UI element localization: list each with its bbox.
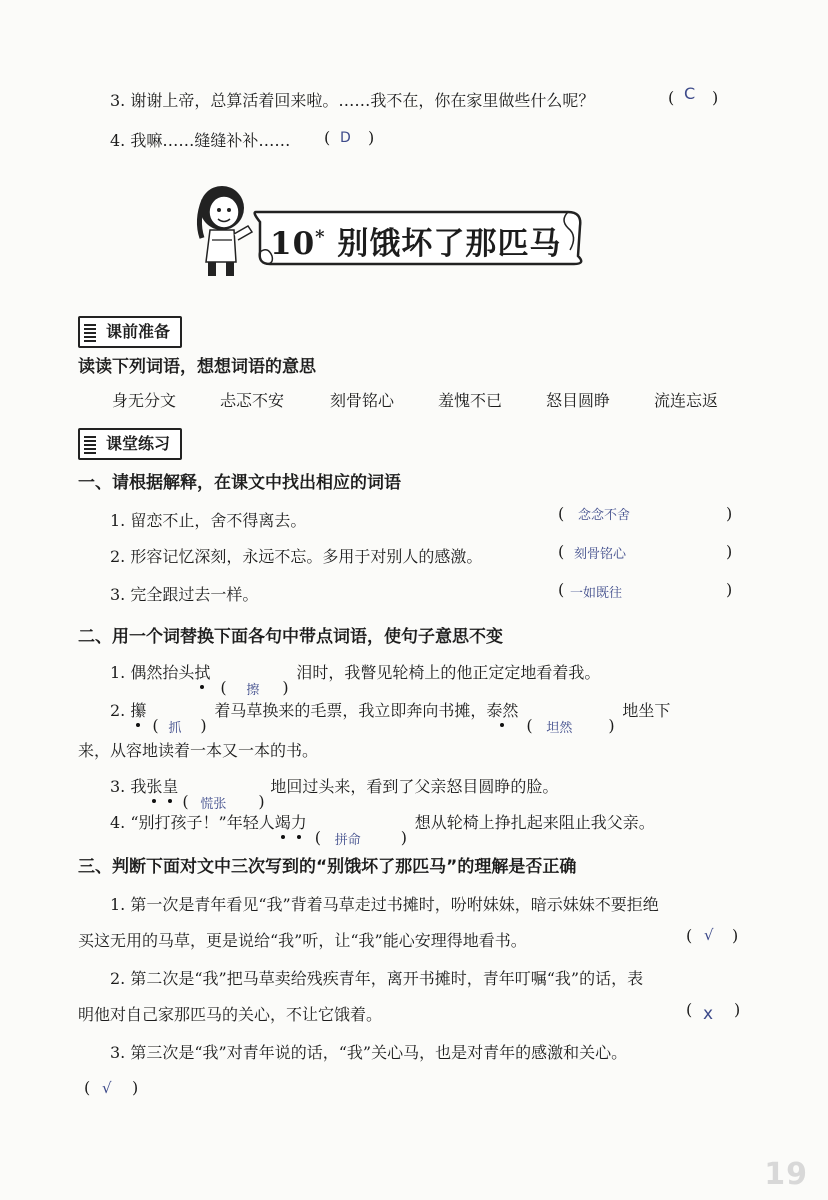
s3-answer-3: √ [102,1079,112,1097]
s2-q1-post: 泪时，我瞥见轮椅上的他正定定地看着我。 [296,663,601,682]
s2-q2-post: 地坐下 [622,701,671,720]
word-1: 身无分文 [112,391,177,410]
s3-item-1-line-1: 1. 第一次是青年看见“我”背着马草走过书摊时，吩咐妹妹，暗示妹妹不要拒绝 [110,895,659,914]
answer-paren-close: ) [712,88,719,107]
lesson-title [270,218,561,263]
lesson-star: * [315,226,326,248]
paren-close: ) [726,504,733,523]
word-5: 怒目圆睁 [546,391,611,410]
s2-q3-dotted-word: 张皇 [146,777,179,796]
s3-answer-2: x [703,1004,714,1024]
s2-q1-dotted-word: 拭 [194,663,211,682]
s2-q3-answer: 慌张 [200,797,227,812]
s1-answer-3: 一如既往 [570,586,623,601]
s2-q4: 4. “别打孩子！”年轻人竭力 ( 拼命 ) 想从轮椅上挣扎起来阻止我父亲。 [110,813,655,848]
s3-item-3-line-1: 3. 第三次是“我”对青年说的话，“我”关心马，也是对青年的感激和关心。 [110,1043,628,1062]
s2-q2-continuation: 来，从容地读着一本又一本的书。 [78,741,319,760]
s2-q2-pre: 2. [110,701,131,720]
prep-section-label: 课前准备 [78,316,182,348]
answer-q4: D [340,130,351,146]
paren-open: ( [558,542,565,561]
word-3: 刻骨铭心 [330,391,395,410]
answer-paren-open: ( [668,88,675,107]
s1-item-3: 3. 完全跟过去一样。 [110,585,259,604]
s2-q1-answer: 擦 [246,683,260,698]
s3-item-1-line-2: 买这无用的马草，更是说给“我”听，让“我”能心安理得地看书。 [78,931,527,950]
s2-q4-answer: 拼命 [334,833,361,848]
answer-paren-open: ( [324,128,331,147]
s2-q2-dotted-word-1: 攥 [130,701,147,720]
practice-section-label: 课堂练习 [78,428,182,460]
s2-q2: 2. 攥 ( 抓 ) 着马草换来的毛票，我立即奔向书摊，泰然 ( 坦然 ) 地坐下 [110,701,671,736]
s2-q3-post: 地回过头来，看到了父亲怒目圆睁的脸。 [270,777,559,796]
s1-item-2: 2. 形容记忆深刻，永远不忘。多用于对别人的感激。 [110,547,483,566]
paren-close: ) [132,1078,139,1097]
word-4: 羞愧不已 [438,391,503,410]
s3-item-2-line-2: 明他对自己家那匹马的关心，不让它饿着。 [78,1005,383,1024]
question-3-text: 3. 谢谢上帝，总算活着回来啦。……我不在，你在家里做些什么呢？ [110,91,595,110]
s1-answer-1: 念念不舍 [578,508,631,523]
section-1-heading: 一、请根据解释，在课文中找出相应的词语 [78,473,401,493]
s2-q2-dotted-word-2: 泰然 [486,701,519,720]
answer-paren-close: ) [368,128,375,147]
prep-instruction: 读读下列词语，想想词语的意思 [78,357,316,377]
section-3-heading: 三、判断下面对文中三次写到的“别饿坏了那匹马”的理解是否正确 [78,857,577,877]
s1-answer-2: 刻骨铭心 [574,547,627,562]
s2-q4-pre: 4. “别打孩子！”年轻人 [110,813,275,832]
s2-q1: 1. 偶然抬头拭 ( 擦 ) 泪时，我瞥见轮椅上的他正定定地看着我。 [110,663,601,698]
lesson-title-text: 别饿坏了那匹马 [337,226,562,262]
s2-q2-answer-1: 抓 [168,721,182,736]
paren-open: ( [558,580,565,599]
s2-q3-pre: 3. 我 [110,777,147,796]
word-2: 忐忑不安 [220,391,285,410]
s3-item-2-line-1: 2. 第二次是“我”把马草卖给残疾青年，离开书摊时，青年叮嘱“我”的话，表 [110,969,644,988]
section-2-heading: 二、用一个词替换下面各句中带点词语，使句子意思不变 [78,627,503,647]
paren-close: ) [726,580,733,599]
s2-q4-dotted-word: 竭力 [274,813,307,832]
s2-q2-mid: 着马草换来的毛票，我立即奔向书摊， [214,701,487,720]
lesson-number: 10 [270,226,316,262]
s2-q4-post: 想从轮椅上挣扎起来阻止我父亲。 [414,813,655,832]
paren-open: ( [558,504,565,523]
answer-q3: C [684,84,696,103]
s2-q3: 3. 我张皇 ( 慌张 ) 地回过头来，看到了父亲怒目圆睁的脸。 [110,777,559,812]
question-4-text: 4. 我嘛……缝缝补补…… [110,131,291,150]
paren-close: ) [734,1000,741,1019]
s1-item-1: 1. 留恋不止，舍不得离去。 [110,511,307,530]
paren-close: ) [732,926,739,945]
s3-answer-1: √ [704,926,714,944]
paren-open: ( [84,1078,91,1097]
page-number: 19 [764,1157,808,1192]
word-6: 流连忘返 [654,391,719,410]
s2-q2-answer-2: 坦然 [546,721,573,736]
paren-close: ) [726,542,733,561]
paren-open: ( [686,1000,693,1019]
paren-open: ( [686,926,693,945]
s2-q1-pre: 1. 偶然抬头 [110,663,195,682]
